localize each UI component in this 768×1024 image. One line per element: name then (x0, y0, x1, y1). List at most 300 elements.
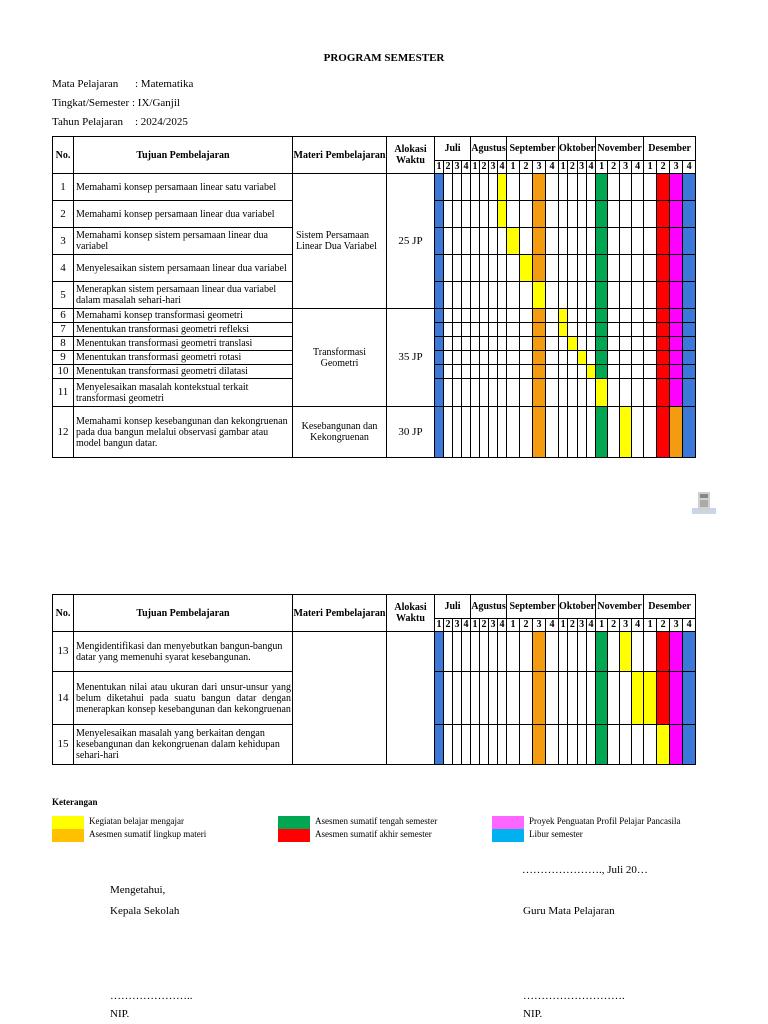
week-cell (670, 282, 683, 309)
week-cell (620, 309, 632, 323)
row-number: 15 (53, 725, 74, 765)
header-month: Oktober (559, 595, 596, 619)
header-week: 2 (657, 161, 670, 174)
row-number: 4 (53, 255, 74, 282)
week-cell (520, 228, 533, 255)
week-cell (520, 351, 533, 365)
week-cell (471, 228, 480, 255)
week-cell (507, 632, 520, 672)
week-cell (608, 379, 620, 407)
week-cell (559, 309, 568, 323)
meta-label: Mata Pelajaran (52, 78, 119, 90)
table-row (53, 632, 696, 672)
row-number: 2 (53, 201, 74, 228)
week-cell (644, 351, 657, 365)
header-week: 2 (520, 619, 533, 632)
header-week: 2 (445, 161, 451, 172)
week-cell (480, 309, 489, 323)
week-cell (620, 407, 632, 458)
week-cell (507, 407, 520, 458)
week-cell (489, 255, 498, 282)
week-cell (489, 365, 498, 379)
week-cell (546, 228, 559, 255)
header-materi: Materi Pembelajaran (293, 595, 387, 632)
week-cell (453, 201, 462, 228)
week-cell (632, 365, 644, 379)
week-cell (586, 309, 595, 323)
week-cell (632, 255, 644, 282)
week-cell (480, 228, 489, 255)
learning-objective: Memahami konsep persamaan linear dua variabel (74, 201, 293, 228)
week-cell (670, 323, 683, 337)
week-cell (577, 365, 586, 379)
week-cell (489, 309, 498, 323)
week-cell (620, 201, 632, 228)
week-cell (435, 282, 444, 309)
week-cell (453, 725, 462, 765)
week-cell (507, 174, 520, 201)
header-week: 1 (507, 161, 520, 174)
week-cell (670, 379, 683, 407)
week-cell (498, 632, 507, 672)
alokasi-cell: 30 JP (387, 407, 435, 458)
week-cell (462, 379, 471, 407)
week-cell (577, 309, 586, 323)
header-week: 1 (436, 619, 442, 630)
week-cell (608, 228, 620, 255)
legend-label: Proyek Penguatan Profil Pelajar Pancasila (529, 816, 681, 826)
week-cell (444, 672, 453, 725)
week-cell (620, 255, 632, 282)
week-cell (546, 672, 559, 725)
week-cell (462, 201, 471, 228)
week-cell (471, 174, 480, 201)
week-cell (520, 201, 533, 228)
week-cell (533, 365, 546, 379)
week-cell (620, 672, 632, 725)
week-cell (546, 351, 559, 365)
header-tujuan: Tujuan Pembelajaran (74, 595, 293, 632)
week-cell (670, 351, 683, 365)
week-cell (586, 351, 595, 365)
week-cell (471, 323, 480, 337)
week-cell (657, 365, 670, 379)
header-week: 4 (586, 161, 595, 174)
table-row (53, 174, 696, 201)
week-cell (520, 365, 533, 379)
week-cell (453, 379, 462, 407)
header-month: Desember (644, 595, 696, 619)
week-cell (471, 725, 480, 765)
learning-objective: Menentukan transformasi geometri dilatasi (74, 365, 293, 379)
week-cell (498, 174, 507, 201)
header-week: 2 (568, 619, 577, 632)
week-cell (586, 228, 595, 255)
week-cell (507, 337, 520, 351)
header-week: 4 (463, 161, 469, 172)
header-week: 3 (620, 619, 632, 632)
week-cell (435, 323, 444, 337)
week-cell (444, 379, 453, 407)
week-cell (596, 351, 608, 365)
meta-value: : IX/Ganjil (131, 97, 180, 109)
materi-cell (293, 632, 387, 765)
week-cell (559, 337, 568, 351)
week-cell (480, 725, 489, 765)
header-alokasi: Alokasi Waktu (387, 595, 435, 632)
week-cell (462, 351, 471, 365)
week-cell (498, 351, 507, 365)
week-cell (546, 282, 559, 309)
week-cell (644, 282, 657, 309)
week-cell (462, 228, 471, 255)
header-week: 3 (620, 161, 632, 174)
week-cell (596, 255, 608, 282)
week-cell (444, 282, 453, 309)
week-cell (462, 632, 471, 672)
week-cell (596, 379, 608, 407)
week-cell (596, 282, 608, 309)
week-cell (444, 228, 453, 255)
week-cell (683, 725, 696, 765)
row-number: 6 (53, 309, 74, 323)
week-cell (670, 174, 683, 201)
week-cell (453, 337, 462, 351)
week-cell (620, 337, 632, 351)
week-cell (489, 725, 498, 765)
alokasi-cell (387, 632, 435, 765)
week-cell (453, 282, 462, 309)
week-cell (444, 174, 453, 201)
week-cell (489, 201, 498, 228)
week-cell (632, 407, 644, 458)
week-cell (596, 725, 608, 765)
week-cell (620, 323, 632, 337)
week-cell (498, 282, 507, 309)
legend-swatch-sas (278, 829, 310, 842)
week-cell (657, 282, 670, 309)
header-week: 4 (546, 619, 559, 632)
learning-objective: Memahami konsep kesebangunan dan kekongruenan pada dua bangun melalui observasi gambar atau model bangun datar. (74, 407, 293, 458)
week-cell (586, 174, 595, 201)
week-cell (444, 201, 453, 228)
week-cell (683, 379, 696, 407)
week-cell (683, 309, 696, 323)
header-week: 2 (481, 161, 487, 172)
header-week: 4 (632, 619, 644, 632)
header-week: 2 (657, 619, 670, 632)
week-cell (577, 379, 586, 407)
week-cell (498, 725, 507, 765)
header-week: 4 (632, 161, 644, 174)
legend-swatch-sumatif-lingkup (52, 829, 84, 842)
learning-objective: Menentukan transformasi geometri translasi (74, 337, 293, 351)
week-cell (533, 337, 546, 351)
week-cell (471, 309, 480, 323)
week-cell (644, 725, 657, 765)
week-cell (480, 379, 489, 407)
week-cell (586, 323, 595, 337)
week-cell (577, 228, 586, 255)
week-cell (632, 323, 644, 337)
week-cell (435, 379, 444, 407)
alokasi-cell: 25 JP (387, 174, 435, 309)
week-cell (546, 201, 559, 228)
table-row (53, 309, 696, 323)
week-cell (644, 672, 657, 725)
header-materi: Materi Pembelajaran (293, 137, 387, 174)
week-cell (657, 632, 670, 672)
header-month: Juli (435, 595, 471, 619)
week-cell (620, 725, 632, 765)
header-week: 4 (683, 619, 696, 632)
week-cell (632, 632, 644, 672)
week-cell (533, 201, 546, 228)
week-cell (683, 672, 696, 725)
legend-swatch-sts (278, 816, 310, 829)
week-cell (596, 632, 608, 672)
week-cell (435, 672, 444, 725)
week-cell (480, 255, 489, 282)
teacher-title: Guru Mata Pelajaran (523, 905, 615, 917)
week-cell (632, 725, 644, 765)
week-cell (632, 379, 644, 407)
week-cell (533, 632, 546, 672)
week-cell (577, 351, 586, 365)
meta-value: : Matematika (135, 78, 194, 90)
week-cell (507, 351, 520, 365)
week-cell (533, 351, 546, 365)
week-cell (657, 407, 670, 458)
week-cell (568, 379, 577, 407)
week-cell (559, 379, 568, 407)
week-cell (568, 672, 577, 725)
week-cell (644, 228, 657, 255)
week-cell (520, 379, 533, 407)
header-month: September (507, 137, 559, 161)
week-cell (559, 407, 568, 458)
week-cell (596, 407, 608, 458)
week-cell (444, 337, 453, 351)
week-cell (577, 323, 586, 337)
week-cell (533, 282, 546, 309)
week-cell (489, 407, 498, 458)
week-cell (586, 365, 595, 379)
place-date: …………………., Juli 20… (522, 864, 648, 876)
week-cell (657, 323, 670, 337)
week-cell (620, 282, 632, 309)
week-cell (632, 351, 644, 365)
week-cell (498, 309, 507, 323)
header-no: No. (53, 137, 74, 174)
week-cell (462, 672, 471, 725)
header-week: 3 (670, 161, 683, 174)
week-cell (435, 407, 444, 458)
week-cell (596, 323, 608, 337)
week-cell (596, 309, 608, 323)
week-cell (577, 282, 586, 309)
header-week: 1 (596, 619, 608, 632)
week-cell (683, 174, 696, 201)
header-week: 3 (533, 619, 546, 632)
week-cell (644, 309, 657, 323)
week-cell (586, 632, 595, 672)
week-cell (577, 407, 586, 458)
week-cell (471, 337, 480, 351)
week-cell (568, 323, 577, 337)
week-cell (480, 365, 489, 379)
week-cell (608, 201, 620, 228)
week-cell (683, 351, 696, 365)
learning-objective: Menyelesaikan sistem persamaan linear dua variabel (74, 255, 293, 282)
materi-cell: Sistem Persamaan Linear Dua Variabel (293, 174, 387, 309)
row-number: 1 (53, 174, 74, 201)
week-cell (520, 255, 533, 282)
week-cell (453, 672, 462, 725)
week-cell (568, 632, 577, 672)
week-cell (489, 282, 498, 309)
week-cell (620, 379, 632, 407)
week-cell (546, 407, 559, 458)
teacher-signature-line: ………………………. (523, 990, 625, 1002)
week-cell (657, 379, 670, 407)
week-cell (683, 632, 696, 672)
week-cell (670, 201, 683, 228)
week-cell (480, 337, 489, 351)
week-cell (670, 725, 683, 765)
week-cell (507, 228, 520, 255)
header-week: 2 (520, 161, 533, 174)
week-cell (596, 201, 608, 228)
header-week: 1 (644, 619, 657, 632)
header-week: 3 (577, 161, 586, 174)
week-cell (568, 201, 577, 228)
week-cell (577, 255, 586, 282)
week-cell (596, 174, 608, 201)
week-cell (568, 228, 577, 255)
legend-swatch-p5 (492, 816, 524, 829)
week-cell (577, 337, 586, 351)
header-month: Agustus (471, 595, 507, 619)
week-cell (559, 632, 568, 672)
week-cell (533, 228, 546, 255)
week-cell (489, 379, 498, 407)
week-cell (644, 174, 657, 201)
week-cell (546, 323, 559, 337)
learning-objective: Menerapkan sistem persamaan linear dua variabel dalam masalah sehari-hari (74, 282, 293, 309)
week-cell (546, 337, 559, 351)
week-cell (471, 632, 480, 672)
legend-swatch-libur (492, 829, 524, 842)
week-cell (559, 351, 568, 365)
week-cell (559, 323, 568, 337)
week-cell (559, 365, 568, 379)
week-cell (453, 174, 462, 201)
header-week: 2 (608, 619, 620, 632)
week-cell (596, 672, 608, 725)
week-cell (462, 337, 471, 351)
week-cell (683, 201, 696, 228)
week-cell (453, 365, 462, 379)
week-cell (586, 672, 595, 725)
header-week: 3 (454, 161, 460, 172)
week-cell (620, 228, 632, 255)
week-cell (471, 282, 480, 309)
week-cell (520, 309, 533, 323)
week-cell (657, 309, 670, 323)
week-cell (586, 201, 595, 228)
week-cell (683, 255, 696, 282)
meta-grade (52, 97, 180, 109)
header-week: 1 (436, 161, 442, 172)
week-cell (520, 407, 533, 458)
week-cell (657, 228, 670, 255)
week-cell (462, 323, 471, 337)
legend-swatch-kbm (52, 816, 84, 829)
week-cell (644, 337, 657, 351)
week-cell (498, 379, 507, 407)
week-cell (683, 337, 696, 351)
week-cell (608, 282, 620, 309)
header-week: 3 (454, 619, 460, 630)
week-cell (453, 407, 462, 458)
week-cell (608, 632, 620, 672)
week-cell (462, 407, 471, 458)
header-week: 1 (644, 161, 657, 174)
week-cell (559, 174, 568, 201)
row-number: 13 (53, 632, 74, 672)
legend-label: Asesmen sumatif akhir semester (315, 829, 432, 839)
week-cell (586, 725, 595, 765)
week-cell (620, 365, 632, 379)
week-cell (435, 365, 444, 379)
week-cell (559, 201, 568, 228)
week-cell (480, 407, 489, 458)
week-cell (453, 351, 462, 365)
header-week: 1 (559, 619, 568, 632)
week-cell (683, 365, 696, 379)
week-cell (453, 309, 462, 323)
header-week: 4 (683, 161, 696, 174)
week-cell (520, 174, 533, 201)
header-week: 2 (481, 619, 487, 630)
week-cell (546, 725, 559, 765)
week-cell (471, 407, 480, 458)
week-cell (670, 228, 683, 255)
week-cell (657, 201, 670, 228)
learning-objective: Memahami konsep persamaan linear satu variabel (74, 174, 293, 201)
week-cell (608, 337, 620, 351)
week-cell (462, 365, 471, 379)
week-cell (608, 323, 620, 337)
header-week: 2 (568, 161, 577, 174)
learning-objective: Menentukan transformasi geometri refleksi (74, 323, 293, 337)
week-cell (444, 407, 453, 458)
week-cell (632, 174, 644, 201)
week-cell (444, 255, 453, 282)
row-number: 7 (53, 323, 74, 337)
week-cell (444, 365, 453, 379)
week-cell (644, 201, 657, 228)
week-cell (568, 255, 577, 282)
week-cell (462, 309, 471, 323)
week-cell (480, 174, 489, 201)
week-cell (657, 174, 670, 201)
alokasi-cell: 35 JP (387, 309, 435, 407)
week-cell (586, 379, 595, 407)
week-cell (498, 407, 507, 458)
week-cell (462, 174, 471, 201)
